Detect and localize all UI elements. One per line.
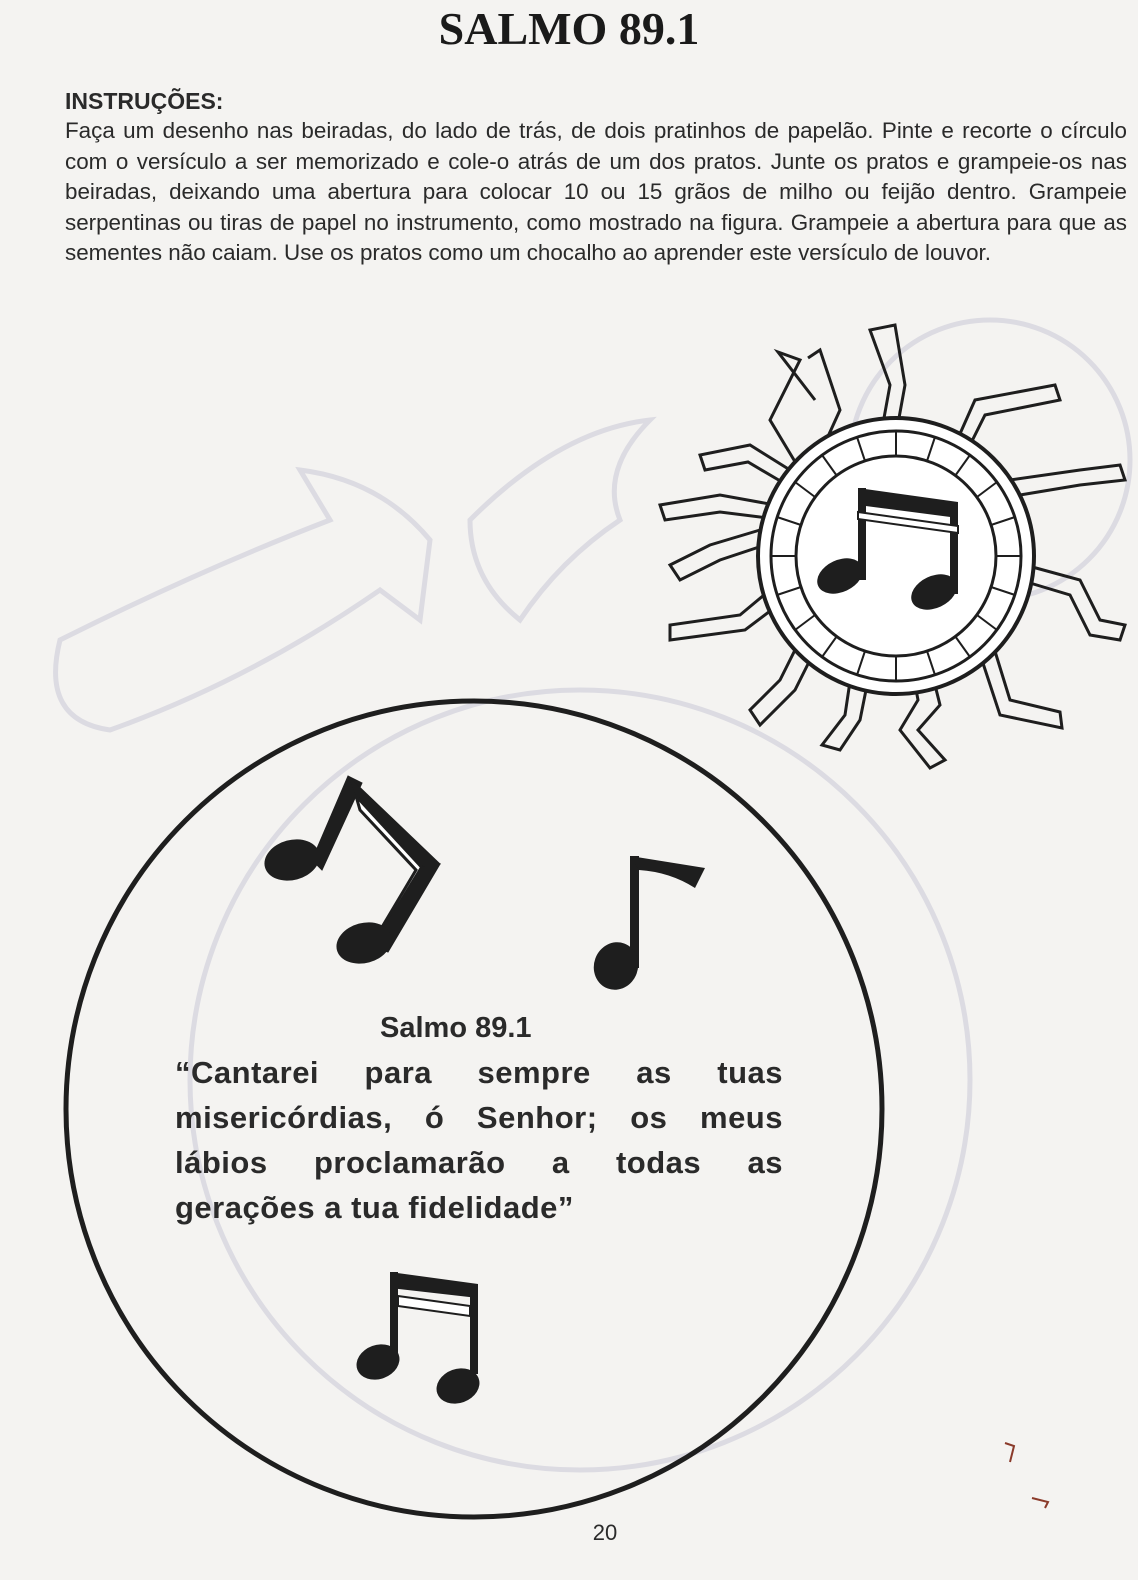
music-note-icon <box>587 856 705 996</box>
verse-text: “Cantarei para sempre as tuas misericórdias, ó Senhor; os meus lábios proclamarão a todas as gerações a tua fidelidade” <box>175 1055 783 1225</box>
rattle-illustration <box>660 325 1125 768</box>
double-note-icon <box>352 1272 485 1409</box>
page-number: 20 <box>592 1520 618 1545</box>
verse-reference: Salmo 89.1 <box>380 1012 532 1044</box>
page-title: SALMO 89.1 <box>438 3 700 54</box>
stray-marks <box>1005 1443 1048 1508</box>
instructions-heading: INSTRUÇÕES: <box>65 88 224 114</box>
double-note-icon <box>260 776 440 970</box>
instructions-body: Faça um desenho nas beiradas, do lado de trás, de dois pratinhos de papelão. Pinte e recorte o círculo com o versículo a ser memorizado e cole-o atrás de um dos pratos. Junte os pratos e grampeie-os nas beiradas, deixando uma abertura para colocar 10 ou 15 grãos de milho ou feijão dentro. Grampeie serpentinas ou tiras de papel no instrumento, como mostrado na figura. Grampeie a abertura para que as sementes não caiam. Use os pratos como um chocalho ao aprender este versículo de louvor. <box>65 118 1127 265</box>
